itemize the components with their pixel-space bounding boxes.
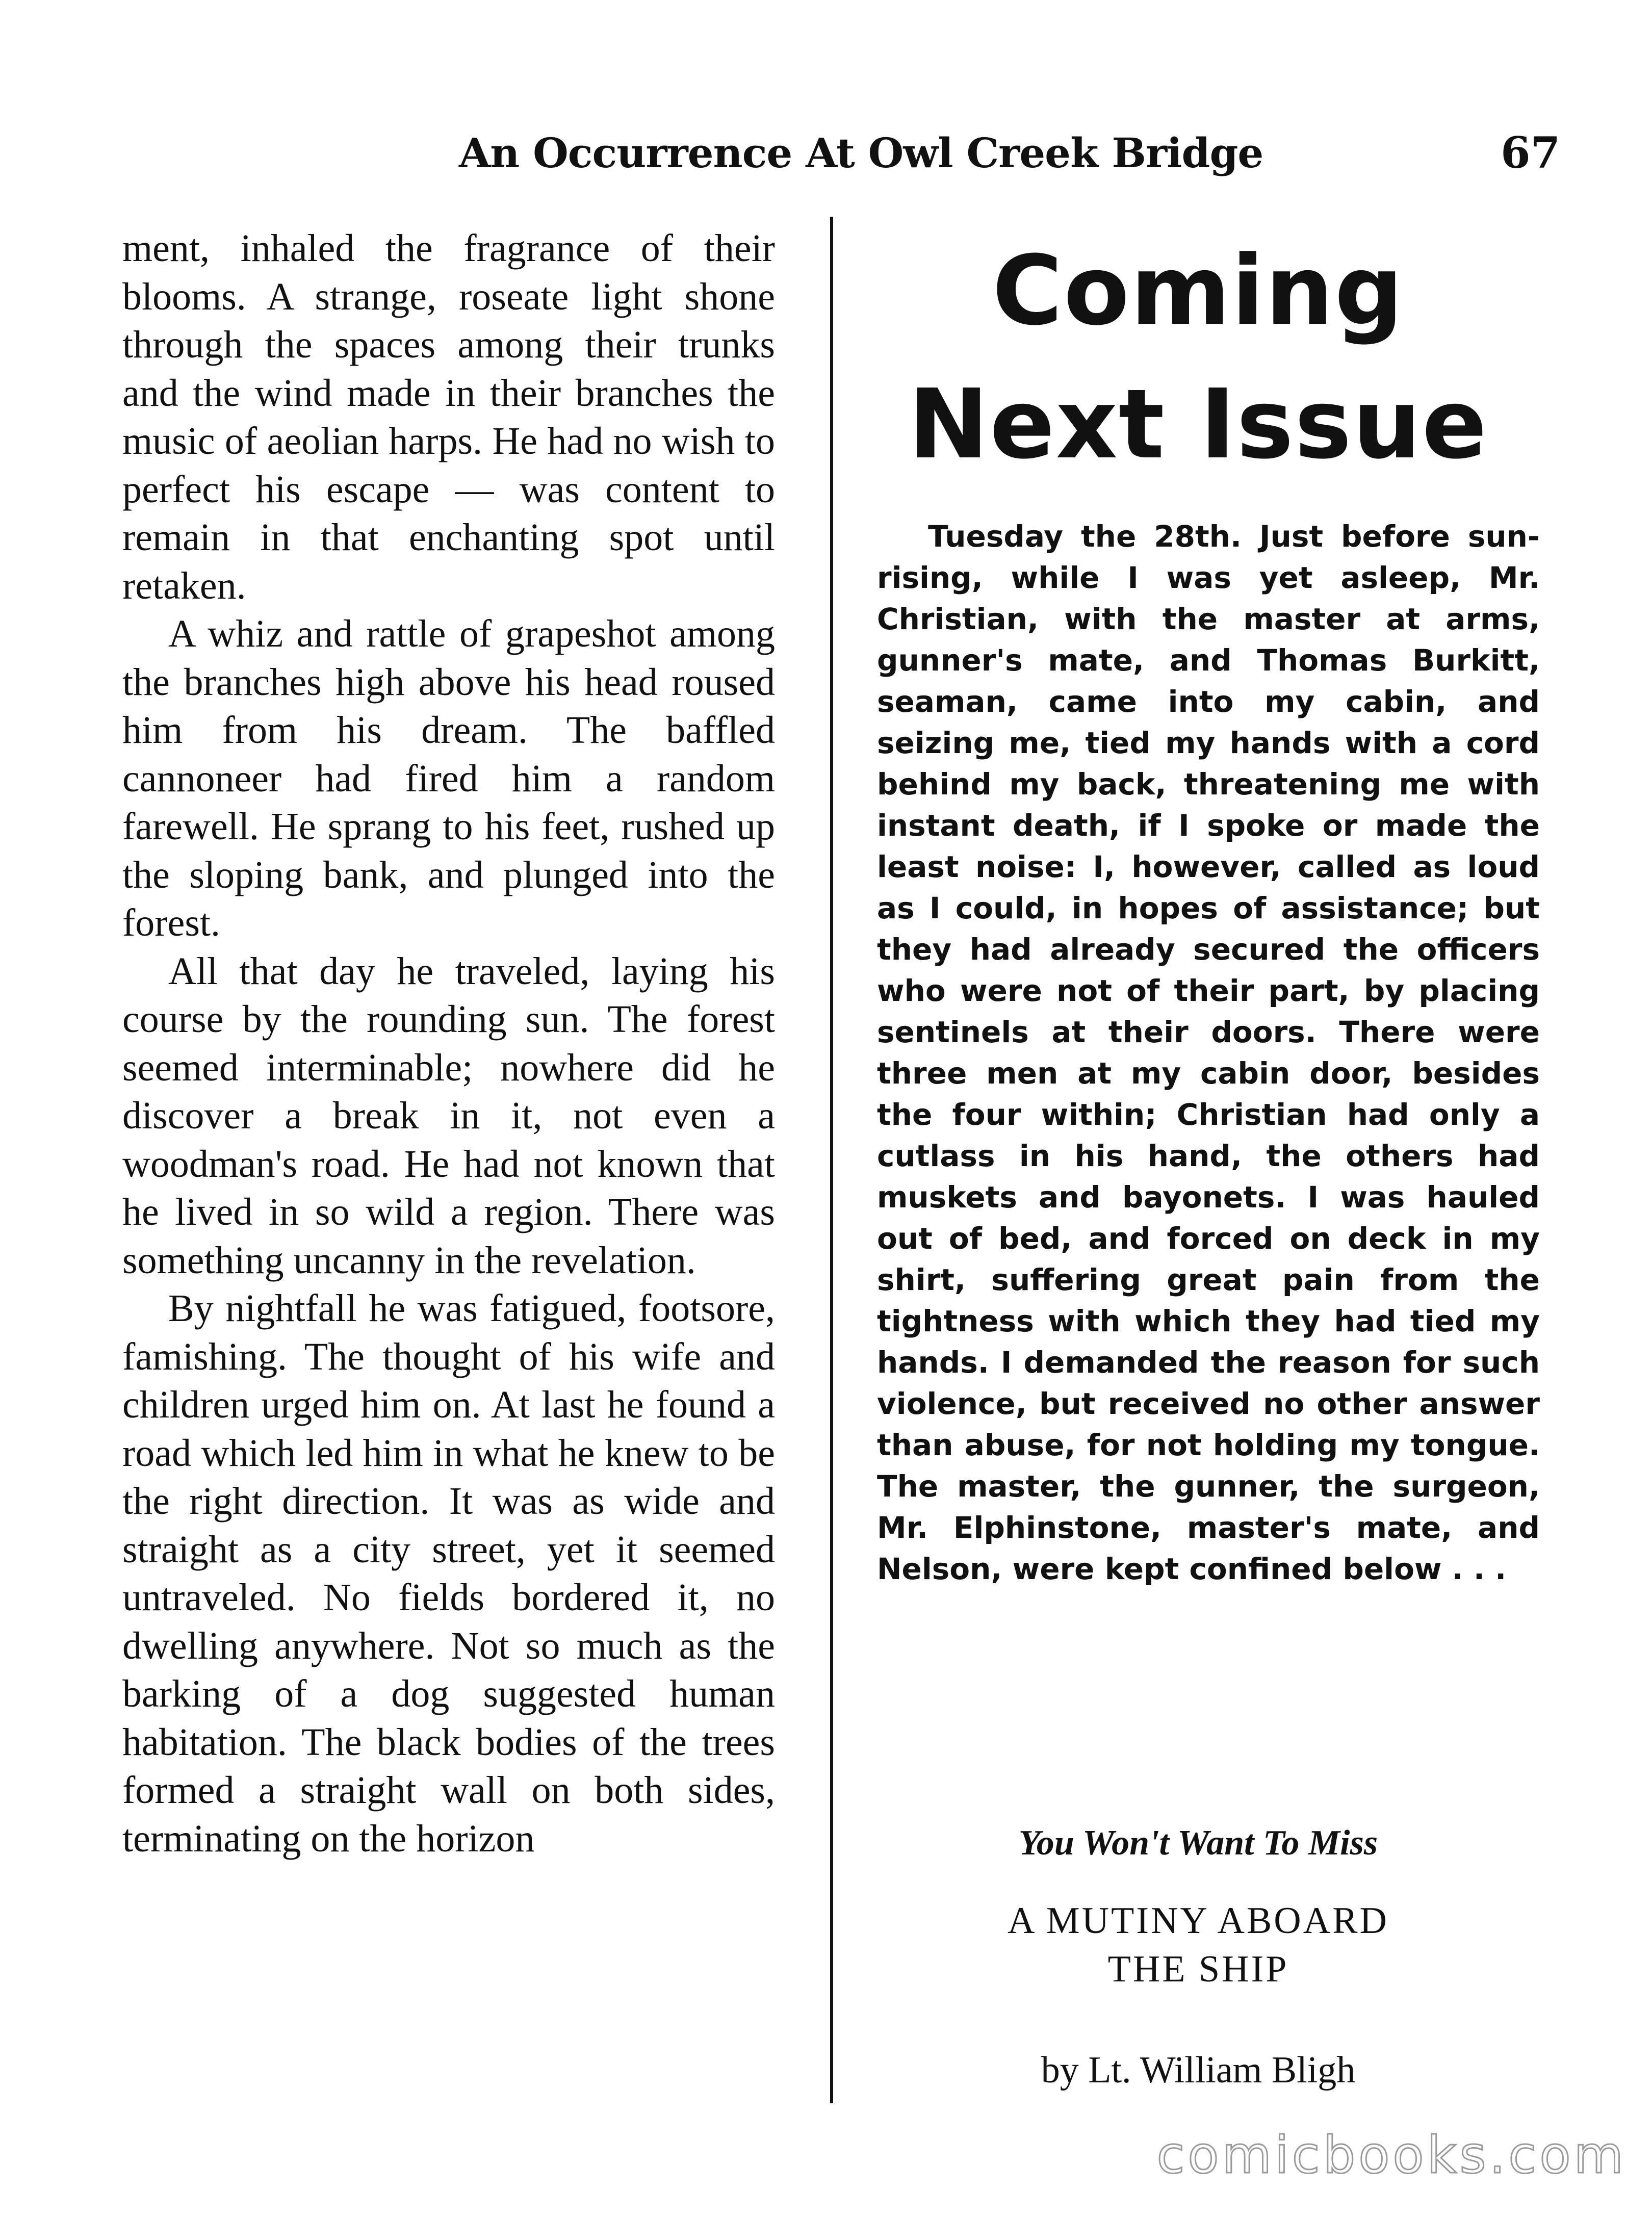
ad-heading — [867, 224, 1530, 492]
ad-heading-line: Coming — [992, 235, 1404, 347]
story-column — [122, 224, 775, 2101]
story-paragraph: A whiz and rattle of grapeshot among the branches high above his head roused him from his dream. The baffled cannoneer had fired him a random farewell. He sprang to his feet, rushed up the sloping bank, and plunged into the forest. — [122, 612, 775, 944]
story-paragraph: All that day he traveled, laying his course by the rounding sun. The forest seemed interminable; nowhere did he discover a break in it, not even a woodman's road. He had not known that he lived in so wild a region. There was something uncanny in the revelation. — [122, 949, 775, 1282]
ad-story-title — [867, 1897, 1530, 1994]
ad-byline: by Lt. William Bligh — [1041, 2049, 1356, 2091]
ad-tagline: You Won't Want To Miss — [1018, 1823, 1378, 1863]
ad-excerpt: Tuesday the 28th. Just before sun-rising, while I was yet asleep, Mr. Christian, with the master at arms, gunner's mate, and Thomas Burkitt, seaman, came into my cabin, and seizing me, tied my hands with a cord behind my back, threatening me with instant death, if I spoke or made the least noise: I, however, called as loud as I could, in hopes of assistance; but they had already secured the officers who were not of their part, by placing sentinels at their doors. There were three men at my cabin door, besides the four within; Christian had only a cutlass in his hand, the others had muskets and bayonets. I was hauled out of bed, and forced on deck in my shirt, suffering great pain from the tightness with which they had tied my hands. I demanded the reason for such violence, but received no other answer than abuse, for not holding my tongue. The master, the gunner, the surgeon, Mr. Elphinstone, master's mate, and Nelson, were kept confined below . . . — [877, 519, 1540, 1586]
story-paragraph: ment, inhaled the fragrance of their blooms. A strange, roseate light shone through the spaces among their trunks and the wind made in their branches the music of aeolian harps. He had no wish to perfect his escape — was content to remain in that enchanting spot until retaken. — [122, 227, 775, 607]
watermark: comicbooks.com — [1156, 2125, 1627, 2185]
running-head — [459, 122, 1560, 184]
next-issue-ad — [867, 224, 1540, 2101]
ad-story-title-line: A MUTINY ABOARD — [1008, 1900, 1389, 1942]
story-paragraph: By nightfall he was fatigued, footsore, famishing. The thought of his wife and children urged him on. At last he found a road which led him in what he knew to be the right direction. It was as wide and straight as a city street, yet it seemed untraveled. No fields bordered it, no dwelling anywhere. Not so much as the barking of a dog suggested human habitation. The black bodies of the trees formed a straight wall on both sides, terminating on the horizon — [122, 1287, 775, 1860]
ad-story-title-line: THE SHIP — [1107, 1948, 1289, 1990]
ad-heading-line: Next Issue — [908, 369, 1488, 480]
column-divider — [830, 217, 833, 2103]
page-number: 67 — [1501, 127, 1560, 178]
running-head-title: An Occurrence At Owl Creek Bridge — [459, 129, 1263, 177]
